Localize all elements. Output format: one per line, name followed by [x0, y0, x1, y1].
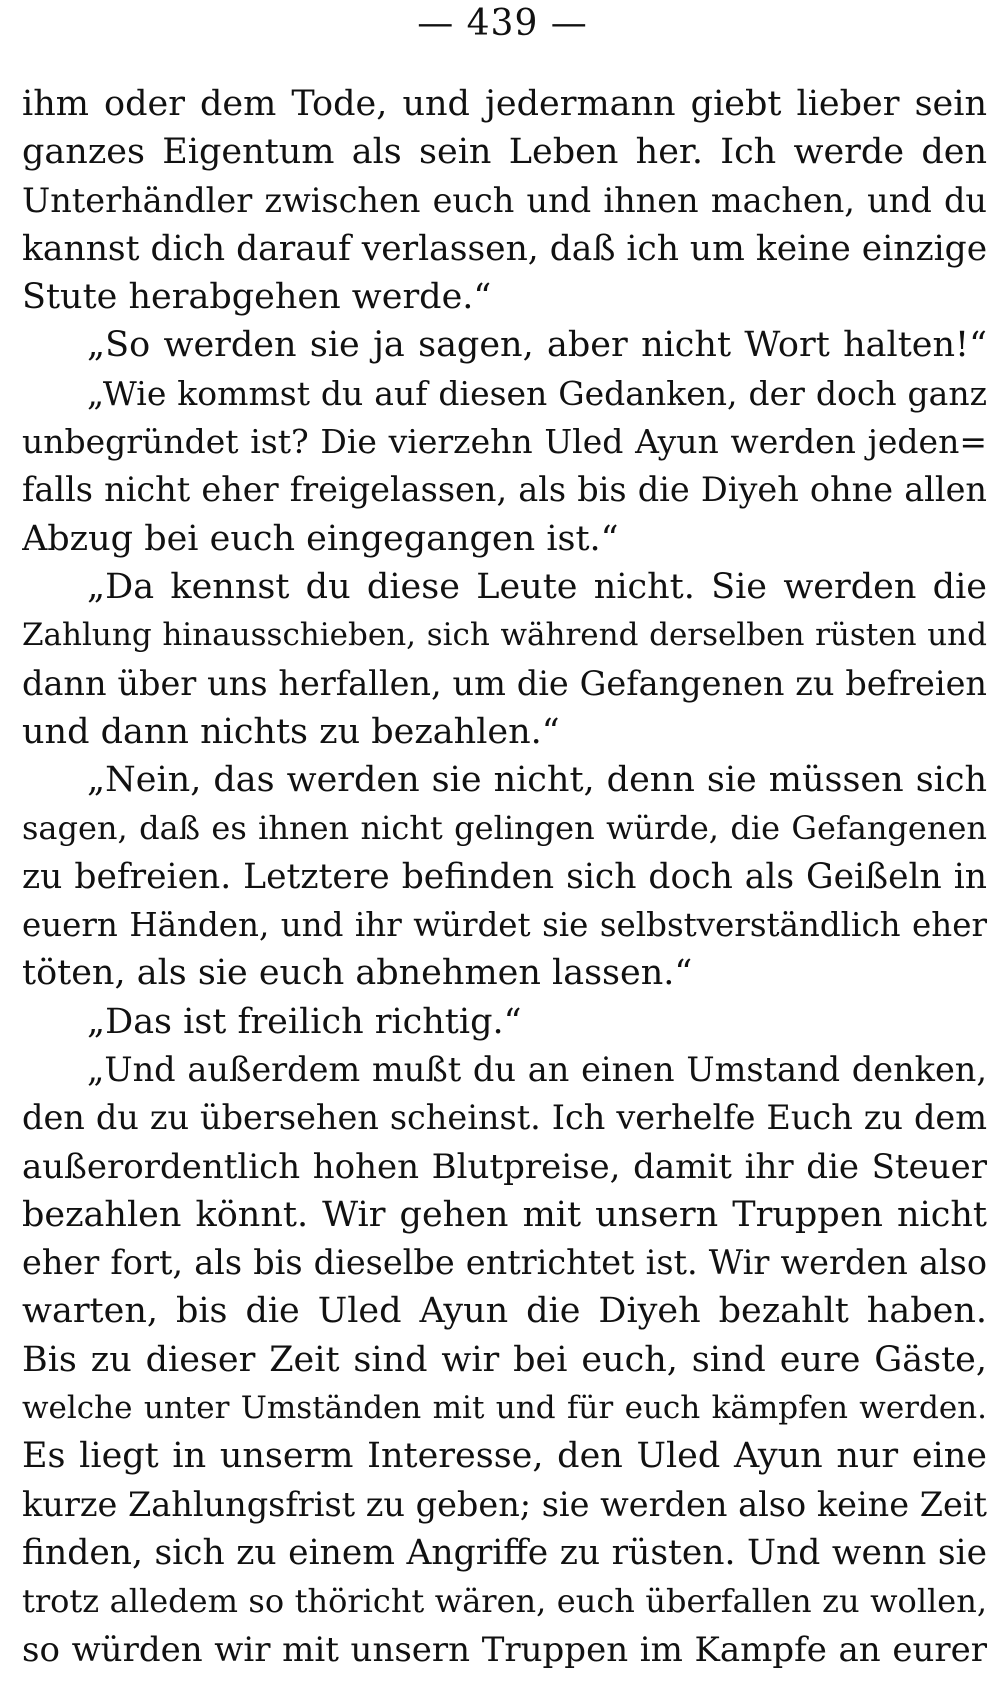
text-line: unbegründet ist? Die vierzehn Uled Ayun werden jeden= [22, 422, 987, 462]
page-number-header: — 439 — [417, 3, 588, 44]
text-line: trotz alledem so thöricht wären, euch überfallen zu wollen, [22, 1582, 987, 1621]
text-line: kannst dich darauf verlassen, daß ich um keine einzige [22, 228, 987, 269]
text-line: außerordentlich hohen Blutpreise, damit ihr die Steuer [22, 1146, 987, 1187]
text-line: kurze Zahlungsfrist zu geben; sie werden also keine Zeit [22, 1484, 987, 1524]
text-line: „Wie kommst du auf diesen Gedanken, der doch ganz [87, 373, 987, 413]
text-line: Bis zu dieser Zeit sind wir bei euch, sind eure Gäste, [22, 1339, 987, 1380]
text-line: „So werden sie ja sagen, aber nicht Wort halten!“ [87, 325, 987, 366]
text-line: Stute herabgehen werde.“ [22, 277, 492, 318]
text-line: finden, sich zu einem Angriffe zu rüsten. Und wenn sie [22, 1532, 987, 1573]
text-line: bezahlen könnt. Wir gehen mit unsern Truppen nicht [22, 1194, 987, 1235]
text-line: „Da kennst du diese Leute nicht. Sie werden die [87, 566, 987, 607]
text-line: euern Händen, und ihr würdet sie selbstverständlich eher [22, 906, 987, 945]
text-line: so würden wir mit unsern Truppen im Kampfe an eurer [22, 1629, 987, 1670]
text-line: warten, bis die Uled Ayun die Diyeh bezahlt haben. [22, 1291, 987, 1332]
text-line: zu befreien. Letztere befinden sich doch als Geißeln in [22, 856, 987, 897]
text-line: töten, als sie euch abnehmen lassen.“ [22, 953, 693, 994]
body-text [22, 80, 987, 1674]
text-line: welche unter Umständen mit und für euch kämpfen werden. [22, 1390, 987, 1427]
text-line: Es liegt in unserm Interesse, den Uled Ayun nur eine [22, 1436, 987, 1477]
text-line: „Das ist freilich richtig.“ [87, 1001, 522, 1042]
text-line: ihm oder dem Tode, und jedermann giebt lieber sein [22, 84, 987, 124]
text-line: sagen, daß es ihnen nicht gelingen würde, die Gefangenen [22, 809, 987, 848]
text-line: „Und außerdem mußt du an einen Umstand denken, [87, 1049, 987, 1089]
text-line: den du zu übersehen scheinst. Ich verhelfe Euch zu dem [22, 1098, 987, 1138]
text-line: und dann nichts zu bezahlen.“ [22, 711, 560, 752]
text-line: dann über uns herfallen, um die Gefangenen zu befreien [22, 663, 987, 703]
text-line: „Nein, das werden sie nicht, denn sie müssen sich [87, 760, 987, 801]
text-line: eher fort, als bis dieselbe entrichtet ist. Wir werden also [22, 1243, 987, 1283]
text-line: Unterhändler zwischen euch und ihnen machen, und du [22, 180, 987, 220]
text-line: Zahlung hinausschieben, sich während derselben rüsten und [22, 617, 987, 654]
text-line: ganzes Eigentum als sein Leben her. Ich werde den [22, 132, 987, 173]
text-line: Abzug bei euch eingegangen ist.“ [22, 518, 619, 559]
text-line: falls nicht eher freigelassen, als bis die Diyeh ohne allen [22, 470, 987, 510]
